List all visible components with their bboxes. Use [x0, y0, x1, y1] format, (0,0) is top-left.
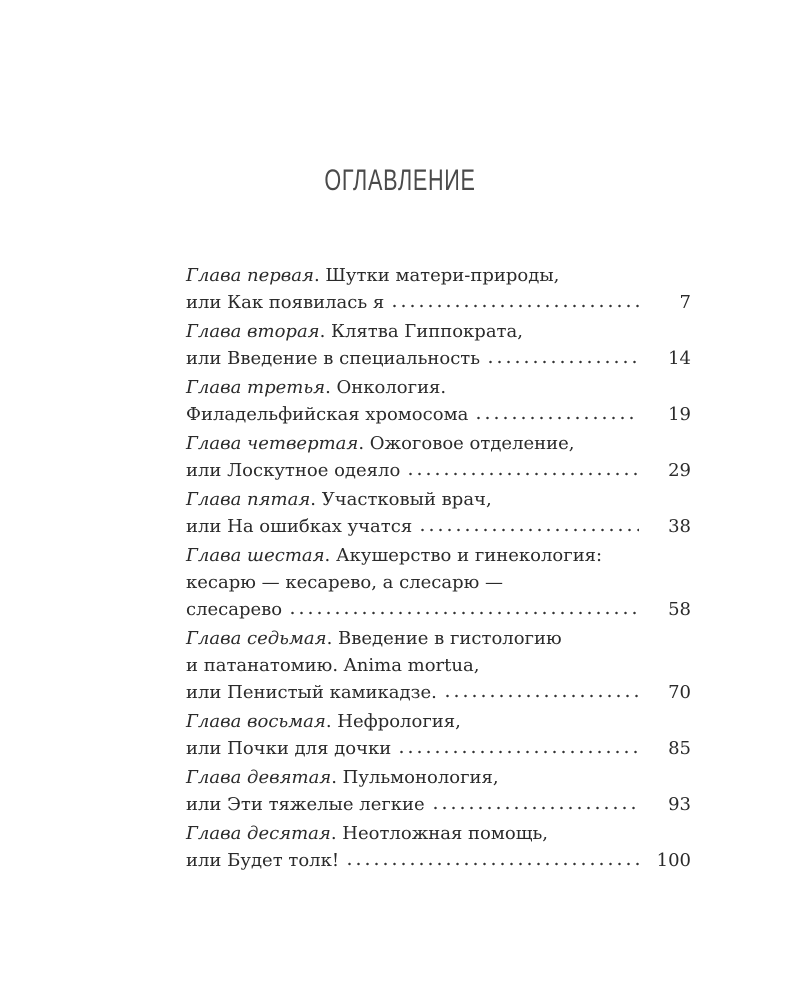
chapter-title: . Шутки матери-природы,	[313, 265, 560, 286]
chapter-subtitle: Филадельфийская хромосома	[186, 404, 469, 425]
toc-entry-first-line	[186, 486, 691, 513]
dot-leader	[406, 458, 639, 476]
dot-leader	[397, 736, 639, 754]
page-title: ОГЛАВЛЕНИЕ	[324, 164, 476, 197]
toc-entry	[186, 542, 691, 623]
toc-entry	[186, 374, 691, 428]
toc-entry-first-line	[186, 374, 691, 401]
dot-leader	[486, 346, 639, 364]
toc-leader-line	[186, 679, 691, 706]
chapter-label: Глава пятая	[186, 489, 311, 510]
toc-entry-first-line	[186, 430, 691, 457]
page-number: 85	[668, 738, 691, 759]
page-number: 100	[656, 850, 691, 871]
toc-entry-first-line	[186, 625, 691, 652]
page-number: 29	[668, 460, 691, 481]
toc-entry	[186, 318, 691, 372]
toc-entry	[186, 430, 691, 484]
dot-leader	[345, 848, 639, 866]
chapter-label: Глава вторая	[186, 321, 320, 342]
chapter-title: . Нефрология,	[325, 711, 461, 732]
toc-leader-line	[186, 847, 691, 874]
chapter-label: Глава седьмая	[186, 628, 327, 649]
chapter-label: Глава третья	[186, 377, 326, 398]
toc-entry-first-line	[186, 262, 691, 289]
toc-entry-first-line	[186, 542, 691, 569]
page-number: 38	[668, 516, 691, 537]
dot-leader	[418, 514, 639, 532]
page-number: 58	[668, 599, 691, 620]
toc-leader-line	[186, 345, 691, 372]
chapter-subtitle: или Пенистый камикадзе.	[186, 682, 437, 703]
toc-leader-line	[186, 401, 691, 428]
toc-leader-line	[186, 735, 691, 762]
dot-leader	[474, 402, 639, 420]
page-number: 70	[668, 682, 691, 703]
toc-entry-first-line	[186, 708, 691, 735]
chapter-label: Глава первая	[186, 265, 314, 286]
toc-entry	[186, 708, 691, 762]
toc-entry-first-line	[186, 820, 691, 847]
chapter-subtitle: или На ошибках учатся	[186, 516, 413, 537]
chapter-title: . Неотложная помощь,	[330, 823, 548, 844]
chapter-subtitle: или Как появилась я	[186, 292, 385, 313]
table-of-contents	[186, 262, 691, 876]
toc-leader-line	[186, 791, 691, 818]
chapter-subtitle: или Введение в специальность	[186, 348, 481, 369]
toc-entry	[186, 820, 691, 874]
chapter-subtitle: или Почки для дочки	[186, 738, 392, 759]
toc-leader-line	[186, 457, 691, 484]
chapter-title: . Введение в гистологию	[326, 628, 562, 649]
dot-leader	[431, 792, 639, 810]
chapter-title: . Ожоговое отделение,	[358, 433, 575, 454]
chapter-title: . Клятва Гиппократа,	[319, 321, 523, 342]
page-number: 14	[668, 348, 691, 369]
toc-entry	[186, 486, 691, 540]
chapter-subtitle: или Эти тяжелые легкие	[186, 794, 425, 815]
toc-leader-line	[186, 596, 691, 623]
chapter-title: . Пульмонология,	[331, 767, 499, 788]
chapter-title: . Онкология.	[325, 377, 447, 398]
chapter-label: Глава шестая	[186, 545, 325, 566]
dot-leader	[288, 597, 639, 615]
chapter-subtitle: слесарево	[186, 599, 283, 620]
dot-leader	[443, 680, 639, 698]
chapter-label: Глава четвертая	[186, 433, 359, 454]
chapter-title-continued: и патанатомию. Anima mortua,	[186, 655, 480, 676]
toc-leader-line	[186, 289, 691, 316]
chapter-title-continued: кесарю — кесарево, а слесарю —	[186, 572, 504, 593]
chapter-label: Глава десятая	[186, 823, 331, 844]
chapter-label: Глава восьмая	[186, 711, 326, 732]
chapter-title: . Участковый врач,	[310, 489, 492, 510]
chapter-label: Глава девятая	[186, 767, 332, 788]
chapter-subtitle: или Будет толк!	[186, 850, 340, 871]
chapter-subtitle: или Лоскутное одеяло	[186, 460, 401, 481]
page-number: 7	[679, 292, 691, 313]
toc-entry	[186, 764, 691, 818]
chapter-title: . Акушерство и гинекология:	[324, 545, 603, 566]
toc-entry	[186, 625, 691, 706]
dot-leader	[390, 290, 639, 308]
toc-entry-first-line	[186, 764, 691, 791]
toc-leader-line	[186, 513, 691, 540]
toc-entry-first-line	[186, 318, 691, 345]
page-number: 93	[668, 794, 691, 815]
toc-entry	[186, 262, 691, 316]
page-number: 19	[668, 404, 691, 425]
